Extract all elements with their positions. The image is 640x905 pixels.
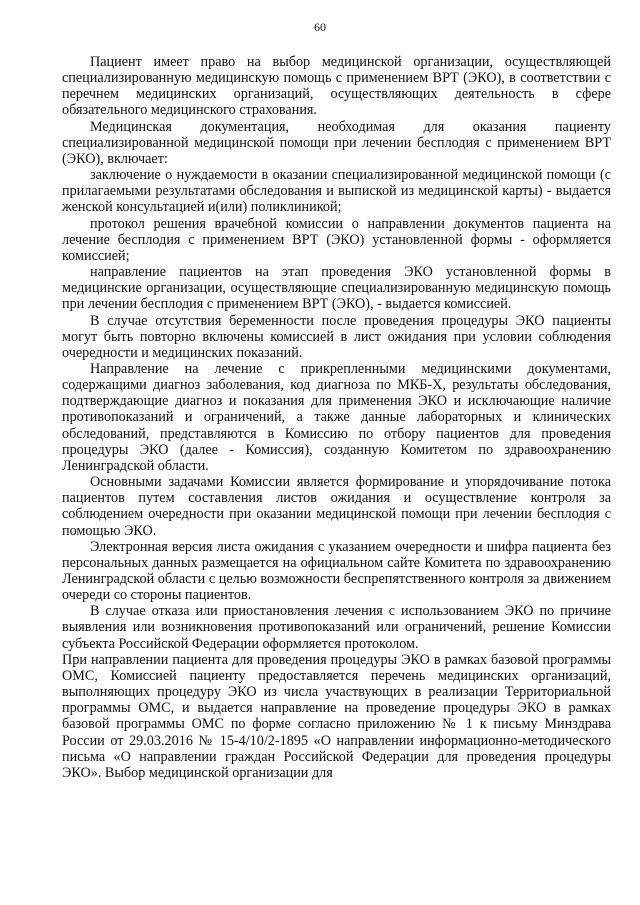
paragraph: Направление на лечение с прикрепленными медицинскими документами, содержащими диагноз заболевания, код диагноза по МКБ-Х, результаты обследования, подтверждающие диагноз и показания для применения ЭКО и исключающие наличие противопоказаний и ограничений, а также данные лабораторных и клинических обследований, представляются в Комиссию по отбору пациентов для проведения процедуры ЭКО (далее - Комиссия), созданную Комитетом по здравоохранению Ленинградской области. bbox=[62, 360, 611, 474]
paragraph: Медицинская документация, необходимая для оказания пациенту специализированной медицинской помощи при лечении бесплодия с применением ВРТ (ЭКО), включает: bbox=[62, 118, 611, 167]
document-body bbox=[62, 54, 611, 781]
paragraph: При направлении пациента для проведения процедуры ЭКО в рамках базовой программы ОМС, Комиссией пациенту предоставляется перечень медицинских организаций, выполняющих процедуру ЭКО из числа участвующих в реализации Территориальной программы ОМС, и выдается направление на проведение процедуры ЭКО в рамках базовой программы ОМС по форме согласно приложению № 1 к письму Минздрава России от 29.03.2016 № 15-4/10/2-1895 «О направлении информационно-методического письма «О направлении граждан Российской Федерации для проведения процедуры ЭКО». Выбор медицинской организации для bbox=[62, 651, 611, 781]
paragraph: Основными задачами Комиссии является формирование и упорядочивание потока пациентов путем составления листов ожидания и осуществление контроля за соблюдением очередности при оказании медицинской помощи при лечении бесплодия с помощью ЭКО. bbox=[62, 474, 611, 539]
paragraph: протокол решения врачебной комиссии о направлении документов пациента на лечение бесплодия с применением ВРТ (ЭКО) установленной формы - оформляется комиссией; bbox=[62, 215, 611, 264]
page-number: 60 bbox=[314, 20, 326, 34]
paragraph: Пациент имеет право на выбор медицинской организации, осуществляющей специализированную медицинскую помощь с применением ВРТ (ЭКО), в соответствии с перечнем медицинских организаций, осуществляющих деятельность в сфере обязательного медицинского страхования. bbox=[62, 54, 611, 119]
paragraph: В случае отказа или приостановления лечения с использованием ЭКО по причине выявления или возникновения противопоказаний или ограничений, решение Комиссии субъекта Российской Федерации оформляется протоколом. bbox=[62, 603, 611, 652]
paragraph: Электронная версия листа ожидания с указанием очередности и шифра пациента без персональных данных размещается на официальном сайте Комитета по здравоохранению Ленинградской области с целью возможности беспрепятственного контроля за движением очереди со стороны пациентов. bbox=[62, 538, 611, 604]
paragraph: В случае отсутствия беременности после проведения процедуры ЭКО пациенты могут быть повторно включены комиссией в лист ожидания при условии соблюдения очередности и медицинских показаний. bbox=[62, 312, 611, 361]
paragraph: направление пациентов на этап проведения ЭКО установленной формы в медицинские организации, осуществляющие специализированную медицинскую помощь при лечении бесплодия с применением ВРТ (ЭКО), - выдается комиссией. bbox=[62, 264, 611, 313]
paragraph: заключение о нуждаемости в оказании специализированной медицинской помощи (с прилагаемыми результатами обследования и выпиской из медицинской карты) - выдается женской консультацией и(или) поликлиникой; bbox=[62, 167, 611, 216]
